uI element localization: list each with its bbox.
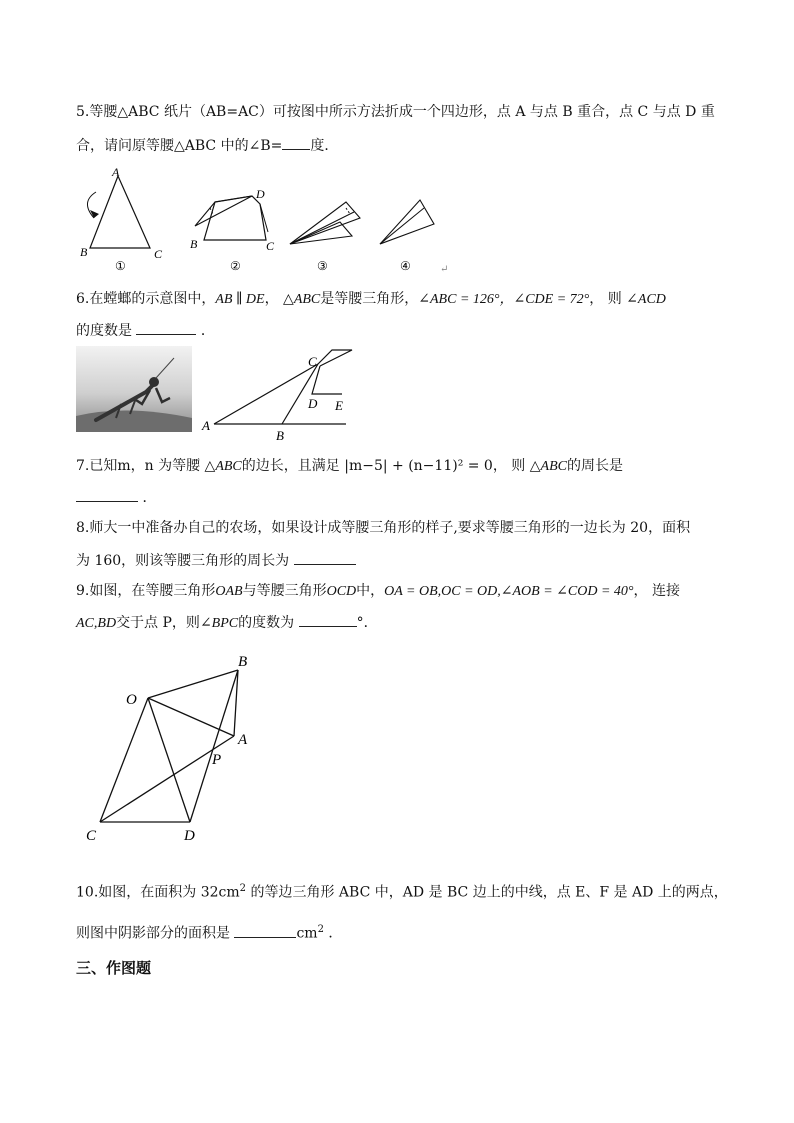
q7-text-d: ， 则 △ <box>492 458 541 474</box>
q10-line2-text: 则图中阴影部分的面积是 <box>76 925 230 942</box>
q5-fig-number-1: ① <box>115 259 126 273</box>
q9-label-o: O <box>126 692 137 708</box>
q5-line2 <box>76 135 338 155</box>
q9-text-g: ， 连接 <box>633 583 680 599</box>
q9-math-conditions: OA = OB,OC = OD,∠AOB = ∠COD = 40° <box>384 584 634 599</box>
q6-math-angles: ∠ABC = 126°，∠CDE = 72° <box>418 292 590 307</box>
q7-math-abc: ABC <box>215 459 242 474</box>
q8-line2 <box>76 550 356 570</box>
q10-text-a: 10.如图，在面积为 32cm <box>76 884 240 901</box>
q9-text-d: 的度数为 <box>238 615 295 631</box>
answer-blank <box>294 550 356 565</box>
q8-line1: 8.师大一中准备办自己的农场，如果设计成等腰三角形的样子,要求等腰三角形的一边长为 20，面积 <box>76 520 691 536</box>
q6-text-a: 6.在螳螂的示意图中， <box>76 291 216 307</box>
q9-text-c: 与等腰三角形 <box>242 583 327 599</box>
q9-text-b: 交于点 P，则 <box>116 615 200 631</box>
q9-text-a: 9.如图，在等腰三角形 <box>76 583 216 599</box>
q9-label-c: C <box>86 828 97 844</box>
q10-unit: cm <box>296 925 318 942</box>
q6-line2-text: 的度数是 <box>76 323 132 339</box>
q9-label-a: A <box>238 732 248 748</box>
q10-line1 <box>76 880 728 902</box>
q9-line2 <box>76 612 378 633</box>
q9-math-bpc: ∠BPC <box>199 616 239 631</box>
q5-fig-number-2: ② <box>230 259 241 273</box>
q6-label-a: A <box>202 418 210 433</box>
q6-line2-end: ． <box>200 323 215 339</box>
answer-blank <box>136 320 196 335</box>
mantis-photo <box>76 346 192 436</box>
q6-text-e: 是等腰三角形， <box>320 291 419 307</box>
q5-label-b2: B <box>190 237 198 251</box>
q6-label-d: D <box>308 396 318 411</box>
q10-line2-end: ． <box>328 925 343 942</box>
q10-unit-sup: 2 <box>317 924 324 935</box>
q6-math-acd: ACD <box>637 292 666 307</box>
q7-line2-end: ． <box>142 490 157 506</box>
q5-label-d: D <box>256 187 265 201</box>
q6-math-parallel: AB ∥ DE <box>215 292 265 307</box>
answer-blank <box>234 923 296 938</box>
q7-line2 <box>76 487 156 507</box>
q10-text-b: 的等边三角形 ABC 中，AD 是 BC 边上的中线，点 E、F 是 AD 上的两点， <box>246 884 728 901</box>
q9-math-ocd: OCD <box>326 584 357 599</box>
q5-label-b: B <box>80 245 88 259</box>
answer-blank <box>282 135 310 150</box>
return-mark-icon: ↵ <box>440 264 449 275</box>
section-heading: 三、作图题 <box>76 959 152 977</box>
q6-label-c: C <box>308 354 317 369</box>
q8-line2-text: 为 160，则该等腰三角形的周长为 <box>76 553 290 569</box>
q6-label-e: E <box>335 398 343 413</box>
q9-figure <box>80 650 280 854</box>
q6-line2 <box>76 320 215 340</box>
q7-math-abc2: ABC <box>540 459 567 474</box>
q5-fig-number-4: ④ <box>400 259 411 273</box>
q7-text-f: 的周长是 <box>566 458 623 474</box>
q9-math-acbd: AC,BD <box>76 616 117 631</box>
q7-line1 <box>76 457 623 476</box>
q5-line1: 5.等腰△ABC 纸片（AB=AC）可按图中所示方法折成一个四边形，点 A 与点 B 重合，点 C 与点 D 重 <box>76 104 715 120</box>
q5-figure <box>70 162 470 286</box>
q6-text-g: ， 则 ∠ <box>589 291 638 307</box>
q10-sup: 2 <box>239 883 247 894</box>
q9-label-p: P <box>212 752 222 768</box>
q6-text-c: ， △ <box>264 291 294 307</box>
q9-math-oab: OAB <box>215 584 243 599</box>
q9-label-b: B <box>238 654 248 670</box>
q9-text-e2: °． <box>356 615 378 631</box>
q5-label-c: C <box>154 247 163 261</box>
answer-blank <box>299 612 357 627</box>
q9-line1 <box>76 582 680 601</box>
q5-line2-end: 度． <box>310 138 339 154</box>
q5-label-c2: C <box>266 239 275 253</box>
q6-label-b: B <box>276 428 284 443</box>
q6-line1 <box>76 290 666 309</box>
q5-label-a: A <box>112 165 120 179</box>
q5-line2-text: 合，请问原等腰△ABC 中的∠B= <box>76 138 283 154</box>
q6-figure <box>200 346 360 450</box>
q9-label-d: D <box>184 828 195 844</box>
q7-text-a: 7.已知m，n 为等腰 △ <box>76 458 216 474</box>
q9-text-e: 中， <box>356 583 385 599</box>
q5-fig-number-3: ③ <box>317 259 328 273</box>
q6-math-abc: ABC <box>293 292 321 307</box>
q10-line2 <box>76 921 342 943</box>
answer-blank <box>76 487 138 502</box>
q7-text-c: 的边长，且满足 |m−5| + (n−11)² = 0 <box>241 458 493 474</box>
